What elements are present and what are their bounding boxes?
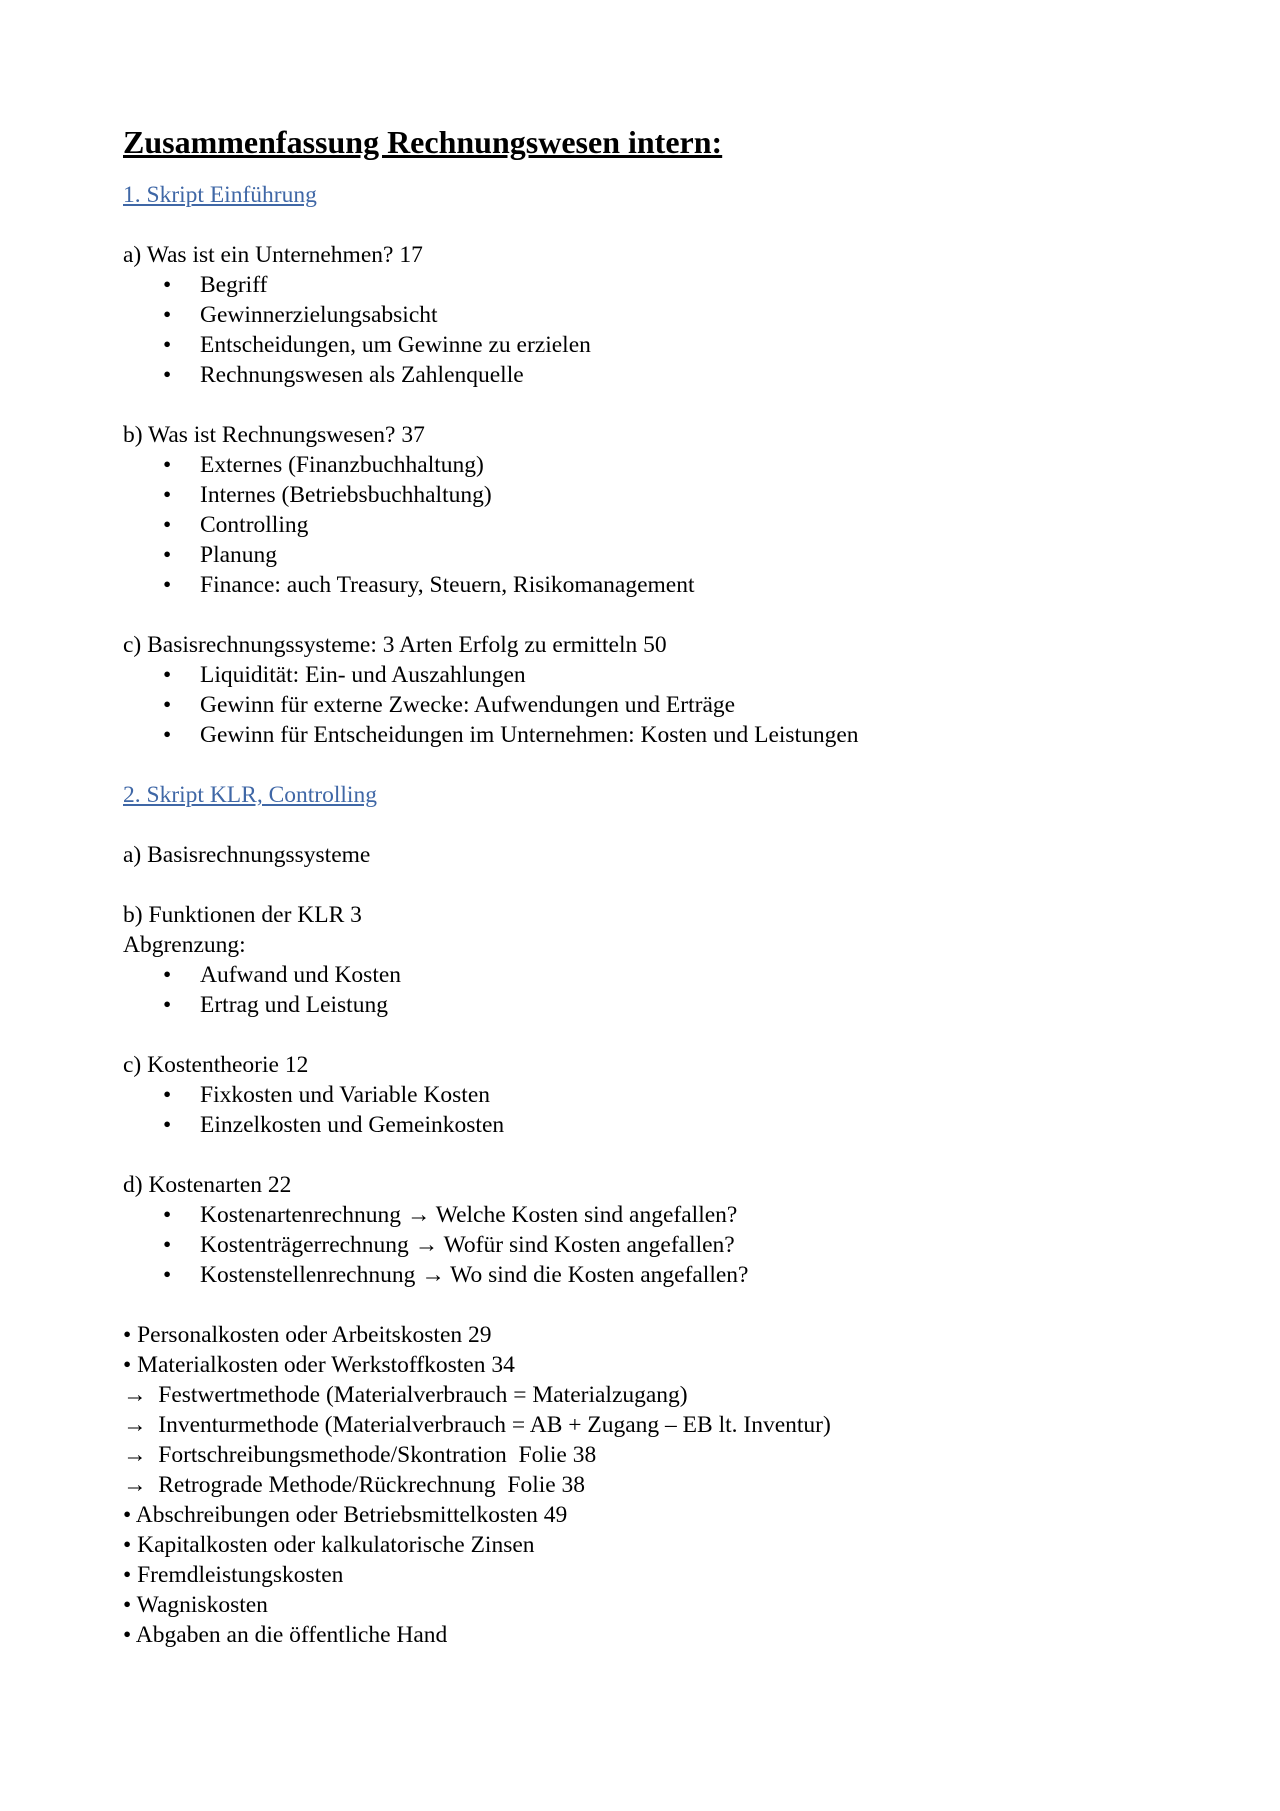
list-item	[123, 450, 1163, 480]
cost-type-line: • Materialkosten oder Werkstoffkosten 34	[123, 1352, 515, 1378]
bullet-icon: •	[163, 272, 172, 298]
spacer	[123, 750, 1163, 780]
spacer	[123, 1140, 1163, 1170]
list-item-text: Controlling	[200, 512, 309, 538]
cost-type-line: • Wagniskosten	[123, 1592, 268, 1618]
list-item-text: Liquidität: Ein- und Auszahlungen	[200, 662, 526, 688]
list-item	[123, 1110, 1163, 1140]
list-item	[123, 690, 1163, 720]
list-item-text: Rechnungswesen als Zahlenquelle	[200, 362, 524, 388]
bullet-icon: •	[163, 662, 172, 688]
bullet-icon: •	[163, 1112, 172, 1138]
section-2d-label: d) Kostenarten 22	[123, 1172, 292, 1198]
cost-type-line: → Inventurmethode (Materialverbrauch = AB + Zugang – EB lt. Inventur)	[123, 1412, 831, 1438]
cost-type-line: → Fortschreibungsmethode/Skontration Folie 38	[123, 1442, 597, 1468]
list-item	[123, 300, 1163, 330]
bullet-icon: •	[163, 572, 172, 598]
bullet-icon: •	[163, 1202, 172, 1228]
spacer	[123, 1020, 1163, 1050]
list-item-text: Ertrag und Leistung	[200, 992, 388, 1018]
spacer	[123, 1290, 1163, 1320]
list-item	[123, 570, 1163, 600]
section-2b-label: b) Funktionen der KLR 3	[123, 902, 362, 928]
section-1c-label: c) Basisrechnungssysteme: 3 Arten Erfolg zu ermitteln 50	[123, 632, 667, 658]
list-item-text: Einzelkosten und Gemeinkosten	[200, 1112, 505, 1138]
section-1c-list	[123, 660, 1163, 750]
section-2c-list	[123, 1080, 1163, 1140]
bullet-icon: •	[163, 302, 172, 328]
bullet-icon: •	[163, 542, 172, 568]
list-item-text: Internes (Betriebsbuchhaltung)	[200, 482, 492, 508]
document-title: Zusammenfassung Rechnungswesen intern:	[123, 124, 723, 160]
spacer	[123, 390, 1163, 420]
bullet-icon: •	[163, 332, 172, 358]
list-item	[123, 330, 1163, 360]
section-1-heading-link[interactable]: 1. Skript Einführung	[123, 182, 317, 208]
bullet-icon: •	[163, 692, 172, 718]
spacer	[123, 600, 1163, 630]
list-item-text: Kostenartenrechnung → Welche Kosten sind angefallen?	[200, 1202, 738, 1228]
bullet-icon: •	[163, 482, 172, 508]
list-item	[123, 990, 1163, 1020]
list-item	[123, 360, 1163, 390]
spacer	[123, 810, 1163, 840]
section-1b-label: b) Was ist Rechnungswesen? 37	[123, 422, 425, 448]
bullet-icon: •	[163, 1082, 172, 1108]
section-2c-label: c) Kostentheorie 12	[123, 1052, 309, 1078]
list-item	[123, 480, 1163, 510]
list-item	[123, 270, 1163, 300]
bullet-icon: •	[163, 992, 172, 1018]
list-item	[123, 1200, 1163, 1230]
bullet-icon: •	[163, 1232, 172, 1258]
section-2b-sublabel: Abgrenzung:	[123, 932, 246, 958]
spacer	[123, 870, 1163, 900]
bullet-icon: •	[163, 962, 172, 988]
list-item-text: Externes (Finanzbuchhaltung)	[200, 452, 484, 478]
bullet-icon: •	[163, 512, 172, 538]
list-item-text: Kostenstellenrechnung → Wo sind die Kosten angefallen?	[200, 1262, 749, 1288]
bullet-icon: •	[163, 362, 172, 388]
spacer	[123, 210, 1163, 240]
bullet-icon: •	[163, 452, 172, 478]
list-item-text: Gewinn für externe Zwecke: Aufwendungen und Erträge	[200, 692, 736, 718]
list-item	[123, 1260, 1163, 1290]
bullet-icon: •	[163, 1262, 172, 1288]
list-item-text: Fixkosten und Variable Kosten	[200, 1082, 491, 1108]
list-item-text: Aufwand und Kosten	[200, 962, 402, 988]
cost-type-line: • Personalkosten oder Arbeitskosten 29	[123, 1322, 492, 1348]
list-item-text: Planung	[200, 542, 278, 568]
section-2d-list	[123, 1200, 1163, 1290]
section-2b-list	[123, 960, 1163, 1020]
section-1b-list	[123, 450, 1163, 600]
cost-type-line: → Festwertmethode (Materialverbrauch = Materialzugang)	[123, 1382, 688, 1408]
list-item	[123, 1080, 1163, 1110]
list-item	[123, 720, 1163, 750]
cost-type-line: • Abgaben an die öffentliche Hand	[123, 1622, 448, 1648]
list-item	[123, 660, 1163, 690]
list-item-text: Begriff	[200, 272, 268, 298]
document-page	[123, 120, 1163, 1650]
section-2a-label: a) Basisrechnungssysteme	[123, 842, 371, 868]
cost-type-line: → Retrograde Methode/Rückrechnung Folie 38	[123, 1472, 586, 1498]
cost-type-line: • Abschreibungen oder Betriebsmittelkosten 49	[123, 1502, 568, 1528]
section-1a-list	[123, 270, 1163, 390]
list-item	[123, 1230, 1163, 1260]
list-item-text: Entscheidungen, um Gewinne zu erzielen	[200, 332, 591, 358]
bullet-icon: •	[163, 722, 172, 748]
list-item-text: Kostenträgerrechnung → Wofür sind Kosten angefallen?	[200, 1232, 735, 1258]
cost-type-line: • Kapitalkosten oder kalkulatorische Zinsen	[123, 1532, 535, 1558]
section-1a-label: a) Was ist ein Unternehmen? 17	[123, 242, 423, 268]
section-2-heading-link[interactable]: 2. Skript KLR, Controlling	[123, 782, 377, 808]
list-item	[123, 510, 1163, 540]
list-item	[123, 960, 1163, 990]
cost-type-line: • Fremdleistungskosten	[123, 1562, 344, 1588]
list-item	[123, 540, 1163, 570]
list-item-text: Finance: auch Treasury, Steuern, Risikomanagement	[200, 572, 695, 598]
list-item-text: Gewinn für Entscheidungen im Unternehmen: Kosten und Leistungen	[200, 722, 859, 748]
list-item-text: Gewinnerzielungsabsicht	[200, 302, 438, 328]
